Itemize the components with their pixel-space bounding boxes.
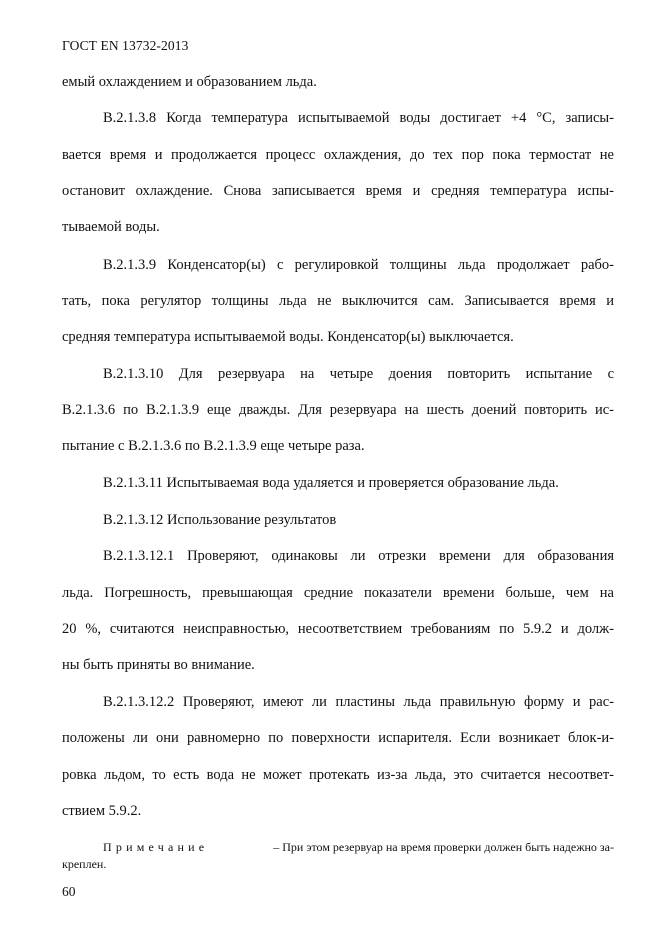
note-continuation: креплен. <box>62 857 107 871</box>
clause-b213312-heading: B.2.1.3.12 Использование результатов <box>103 512 337 528</box>
clause-b2133122-line: B.2.1.3.12.2 Проверяют, имеют ли пластины льда правильную форму и рас- <box>103 694 614 710</box>
body-line: тать, пока регулятор толщины льда не выключится сам. Записывается время и <box>62 293 614 309</box>
clause-b213311-line: B.2.1.3.11 Испытываемая вода удаляется и проверяется образование льда. <box>103 475 559 491</box>
body-line: ровка льдом, то есть вода не может протекать из-за льда, это считается несоответ- <box>62 767 614 783</box>
body-line: вается время и продолжается процесс охлаждения, до тех пор пока термостат не <box>62 147 614 163</box>
body-line: B.2.1.3.6 по B.2.1.3.9 еще дважды. Для резервуара на шесть доений повторить ис- <box>62 402 614 418</box>
clause-b21339-line: B.2.1.3.9 Конденсатор(ы) с регулировкой толщины льда продолжает рабо- <box>103 257 614 273</box>
body-line: емый охлаждением и образованием льда. <box>62 74 317 90</box>
clause-b21338-line: B.2.1.3.8 Когда температура испытываемой воды достигает +4 °С, записы- <box>103 110 614 126</box>
note-text: – При этом резервуар на время проверки должен быть надежно за- <box>273 840 614 854</box>
document-header: ГОСТ EN 13732-2013 <box>62 38 189 53</box>
body-line: льда. Погрешность, превышающая средние показатели времени больше, чем на <box>62 585 614 601</box>
body-line: тываемой воды. <box>62 219 160 235</box>
note-label: Примечание <box>103 840 209 854</box>
body-line: ствием 5.9.2. <box>62 803 142 819</box>
page-number: 60 <box>62 884 76 899</box>
body-line: средняя температура испытываемой воды. Конденсатор(ы) выключается. <box>62 329 514 345</box>
clause-b213310-line: B.2.1.3.10 Для резервуара на четыре доения повторить испытание с <box>103 366 614 382</box>
body-line: ны быть приняты во внимание. <box>62 657 255 673</box>
body-line: 20 %, считаются неисправностью, несоответствием требованиям по 5.9.2 и долж- <box>62 621 614 637</box>
clause-b2133121-line: B.2.1.3.12.1 Проверяют, одинаковы ли отрезки времени для образования <box>103 548 614 564</box>
body-line: положены ли они равномерно по поверхности испарителя. Если возникает блок-и- <box>62 730 614 746</box>
body-line: пытание с B.2.1.3.6 по B.2.1.3.9 еще четыре раза. <box>62 438 365 454</box>
note-block <box>103 840 614 855</box>
body-line: остановит охлаждение. Снова записывается время и средняя температура испы- <box>62 183 614 199</box>
